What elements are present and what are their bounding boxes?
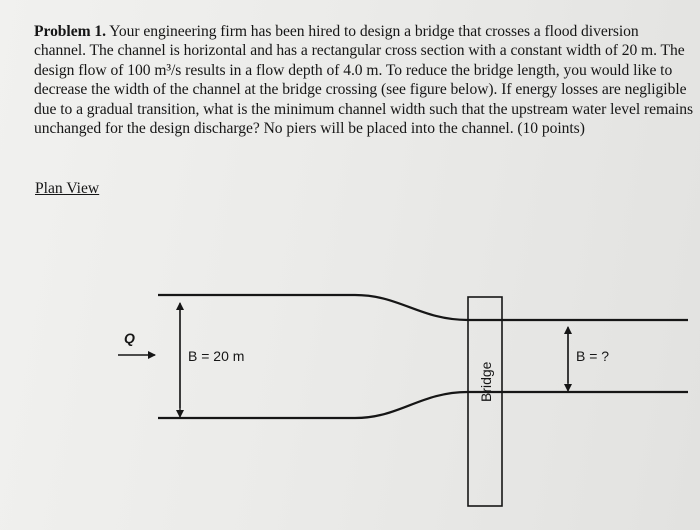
flow-label: Q bbox=[124, 330, 135, 346]
problem-label: Problem 1. bbox=[34, 23, 106, 40]
channel-bottom-wall bbox=[158, 392, 688, 418]
problem-text: Your engineering firm has been hired to design a bridge that crosses a flood diversion channel. The channel is horizontal and has a rectangular cross section with a constant width of 20 m. The design flow of 100 m³/s results in a flow depth of 4.0 m. To reduce the bridge length, you would like to decrease the width of the channel at the bridge crossing (see figure below). If energy losses are negligible due to a gradual transition, what is the minimum channel width such that the upstream water level remains unchanged for the design discharge? No piers will be placed into the channel. (10 points) bbox=[34, 23, 694, 138]
bridge-label: Bridge bbox=[478, 361, 494, 402]
upstream-width-label: B = 20 m bbox=[188, 348, 245, 364]
channel-top-wall bbox=[158, 295, 688, 320]
downstream-width-label: B = ? bbox=[576, 348, 610, 364]
plan-view-heading: Plan View bbox=[35, 180, 100, 197]
